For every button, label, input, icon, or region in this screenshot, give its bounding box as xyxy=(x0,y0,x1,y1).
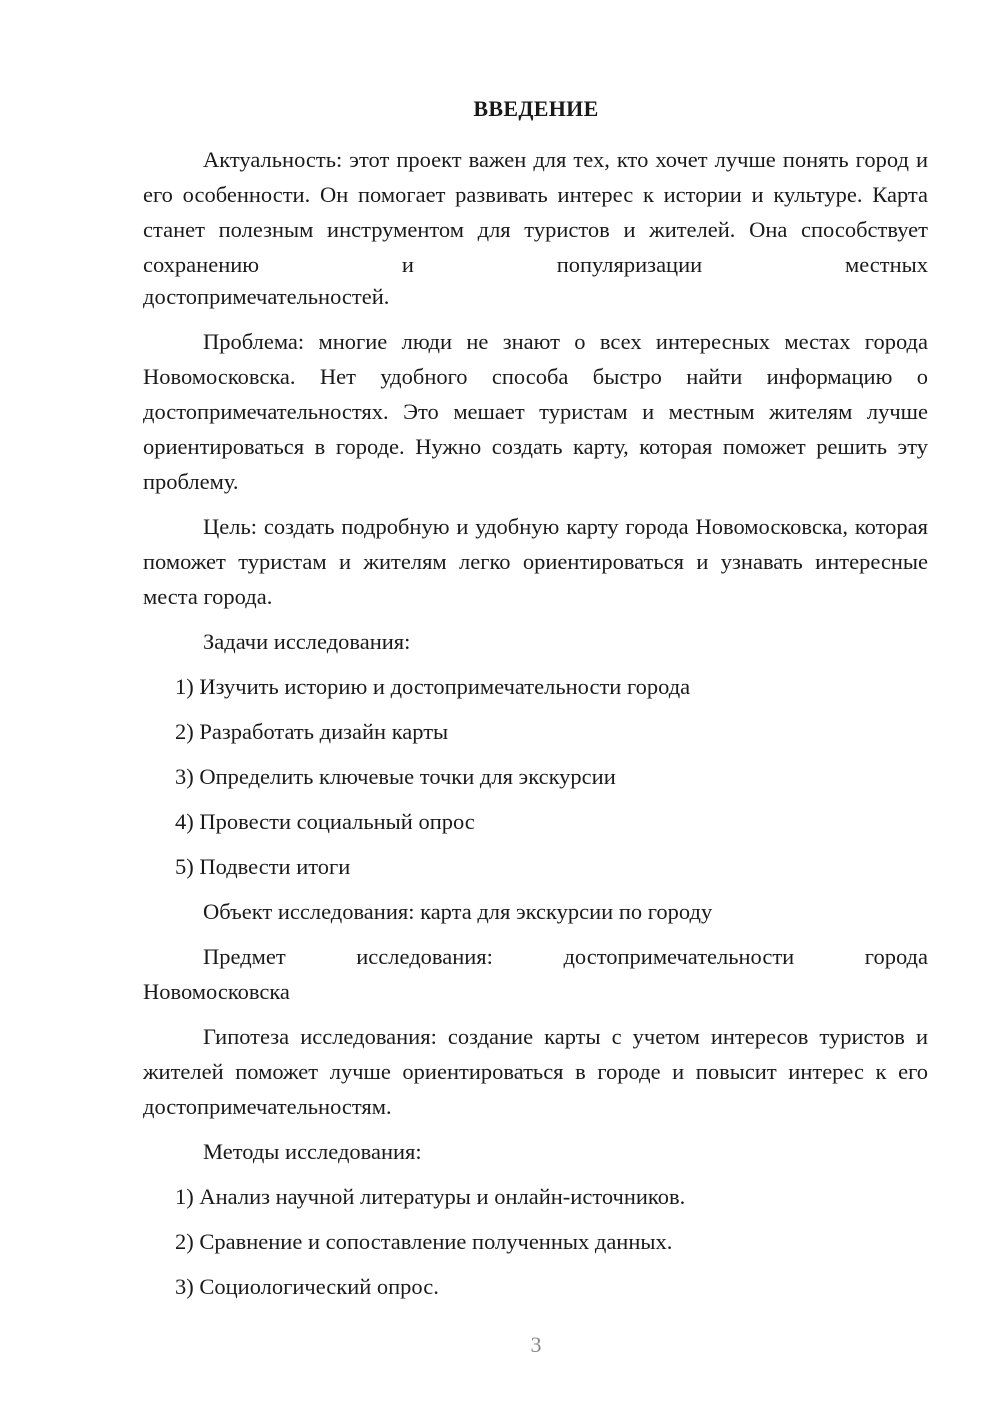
task-item: 2) Разработать дизайн карты xyxy=(175,719,449,744)
object-line: Объект исследования: карта для экскурсии по городу xyxy=(203,899,713,924)
methods-heading: Методы исследования: xyxy=(203,1139,422,1164)
goal-paragraph: Цель: создать подробную и удобную карту города Новомосковска, которая поможет туристам и жителям легко ориентироваться и узнавать интересные места города. xyxy=(143,514,928,609)
task-item: 5) Подвести итоги xyxy=(175,854,351,879)
hypothesis-paragraph: Гипотеза исследования: создание карты с учетом интересов туристов и жителей поможет лучше ориентироваться в городе и повысит интерес к его достопримечательностям. xyxy=(143,1024,928,1119)
page-title: ВВЕДЕНИЕ xyxy=(473,96,599,121)
subject-line: Предмет исследования: достопримечательности города xyxy=(203,944,928,969)
task-item: 3) Определить ключевые точки для экскурсии xyxy=(175,764,616,789)
method-item: 3) Социологический опрос. xyxy=(175,1274,439,1299)
problem-paragraph: Проблема: многие люди не знают о всех интересных местах города Новомосковска. Нет удобного способа быстро найти информацию о достопримечательностях. Это мешает туристам и местным жителям лучше ориентироваться в городе. Нужно создать карту, которая поможет решить эту проблему. xyxy=(143,329,928,494)
method-item: 2) Сравнение и сопоставление полученных данных. xyxy=(175,1229,673,1254)
page-content xyxy=(143,142,928,1314)
page-number: 3 xyxy=(530,1332,542,1357)
task-item: 1) Изучить историю и достопримечательности города xyxy=(175,674,691,699)
relevance-paragraph-end: достопримечательностей. xyxy=(143,284,390,309)
task-item: 4) Провести социальный опрос xyxy=(175,809,475,834)
subject-line-end: Новомосковска xyxy=(143,979,290,1004)
method-item: 1) Анализ научной литературы и онлайн-источников. xyxy=(175,1184,686,1209)
tasks-heading: Задачи исследования: xyxy=(203,629,411,654)
relevance-paragraph: Актуальность: этот проект важен для тех, кто хочет лучше понять город и его особенности. Он помогает развивать интерес к истории и культуре. Карта станет полезным инструментом для туристов и жителей. Она способствует сохранению и популяризации местных xyxy=(143,147,928,277)
